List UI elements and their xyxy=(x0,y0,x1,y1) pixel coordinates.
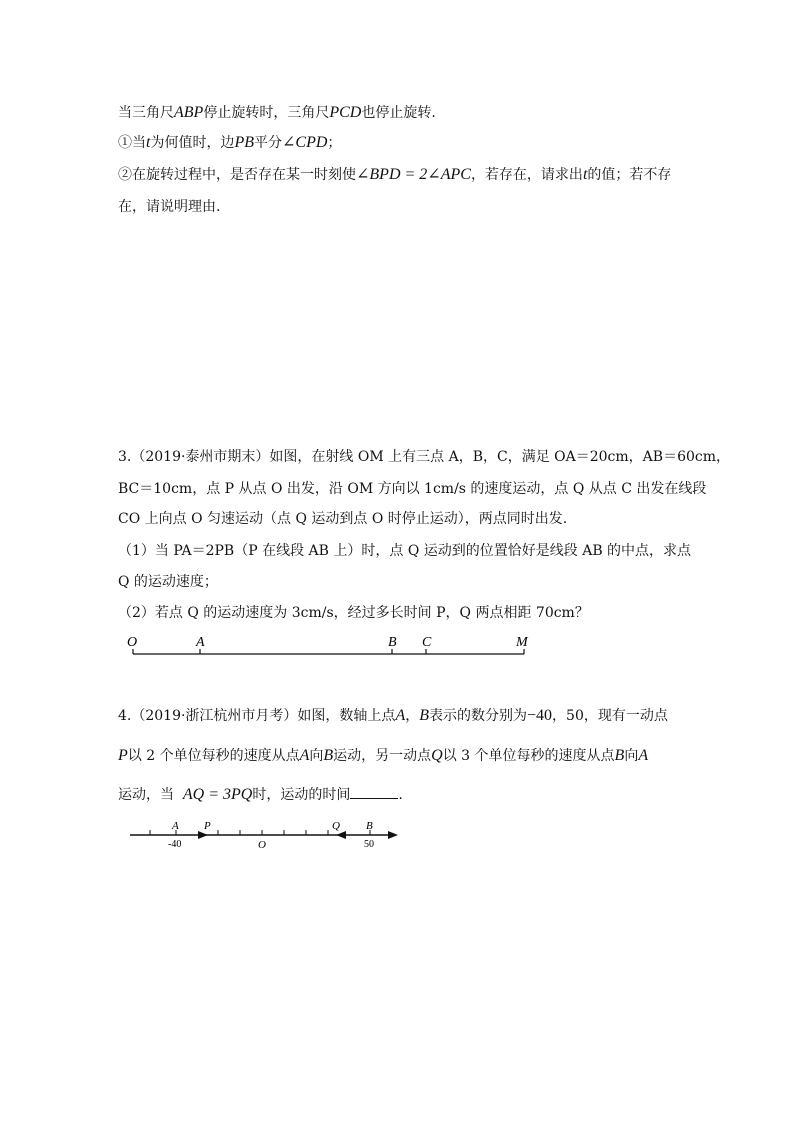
q-arrow xyxy=(336,831,346,839)
math-var: t xyxy=(582,166,588,183)
text: 向 xyxy=(624,748,639,764)
tick-label-50: 50 xyxy=(364,839,374,850)
question-3-line: CO 上向点 O 匀速运动（点 Q 运动到点 O 时停止运动），两点同时出发. xyxy=(118,511,568,527)
question-3-line: Q 的运动速度； xyxy=(118,574,218,590)
text: ，50，现有一动点 xyxy=(552,708,668,724)
math-var: B xyxy=(323,747,334,764)
text: 以 2 个单位每秒的速度从点 xyxy=(127,748,300,764)
math-expr: AQ = 3PQ xyxy=(182,786,253,803)
text: ， xyxy=(405,708,420,724)
label-b: B xyxy=(366,820,373,832)
tick-label-minus-40: -40 xyxy=(168,839,182,850)
text: ，若存在，请求出 xyxy=(470,167,583,183)
label-b: B xyxy=(388,635,397,650)
text: 4.（2019·浙江杭州市月考）如图，数轴上点 xyxy=(118,708,396,724)
text: 也停止旋转. xyxy=(361,105,436,121)
text: 运动，另一动点 xyxy=(333,748,432,764)
math-var: P xyxy=(118,747,128,764)
math-var: A xyxy=(638,747,649,764)
question-3-line: （1）当 PA＝2PB（P 在线段 AB 上）时，点 Q 运动到的位置恰好是线段 AB 的中点，求点 xyxy=(118,543,692,559)
text: 时，运动的时间 xyxy=(252,787,351,803)
math-var: PB xyxy=(234,134,254,151)
axis-arrow xyxy=(388,831,398,839)
label-o: O xyxy=(258,839,266,851)
math-var: ∠CPD xyxy=(282,134,328,151)
math-var: t xyxy=(146,134,151,151)
math-var: B xyxy=(614,747,625,764)
text: ②在旋转过程中，是否存在某一时刻使 xyxy=(118,167,356,183)
math-var: PCD xyxy=(329,104,362,121)
p-arrow xyxy=(198,831,208,839)
text: 向 xyxy=(309,748,324,764)
text: 停止旋转时，三角尺 xyxy=(203,105,330,121)
math-var: B xyxy=(419,707,429,724)
text: 平分 xyxy=(254,135,282,151)
label-q: Q xyxy=(332,820,340,832)
math-var: A xyxy=(299,747,310,764)
label-o: O xyxy=(127,635,138,650)
math-var: A xyxy=(395,707,406,724)
math-expr: ∠BPD = 2∠APC xyxy=(356,166,471,183)
math-var: Q xyxy=(431,747,443,764)
text: ①当 xyxy=(118,135,146,151)
text: 当三角尺 xyxy=(118,105,174,121)
text-line: 在，请说明理由. xyxy=(118,199,221,215)
text: 运动，当 xyxy=(118,787,174,803)
text: 为何值时，边 xyxy=(150,135,235,151)
label-c: C xyxy=(422,635,432,650)
text: . xyxy=(398,787,403,803)
text: ； xyxy=(327,135,342,151)
label-a: A xyxy=(196,635,205,650)
text: 表示的数分别为 xyxy=(429,708,527,724)
question-3-line: （2）若点 Q 的运动速度为 3cm/s，经过多长时间 P，Q 两点相距 70cm？ xyxy=(118,605,589,621)
math-var: ABP xyxy=(174,104,204,121)
question-3-line: BC＝10cm，点 P 从点 O 出发，沿 OM 方向以 1cm/s 的速度运动，点 Q 从点 C 出发在线段 xyxy=(118,481,707,497)
math-number: −40 xyxy=(527,707,553,724)
label-p: P xyxy=(204,820,211,832)
label-a: A xyxy=(172,820,179,832)
question-3-line: 3.（2019·泰州市期末）如图，在射线 OM 上有三点 A，B，C，满足 OA＝20cm，AB＝60cm， xyxy=(118,449,731,465)
text: 的值；若不存 xyxy=(587,167,672,183)
label-m: M xyxy=(516,635,528,650)
text: 以 3 个单位每秒的速度从点 xyxy=(442,748,615,764)
